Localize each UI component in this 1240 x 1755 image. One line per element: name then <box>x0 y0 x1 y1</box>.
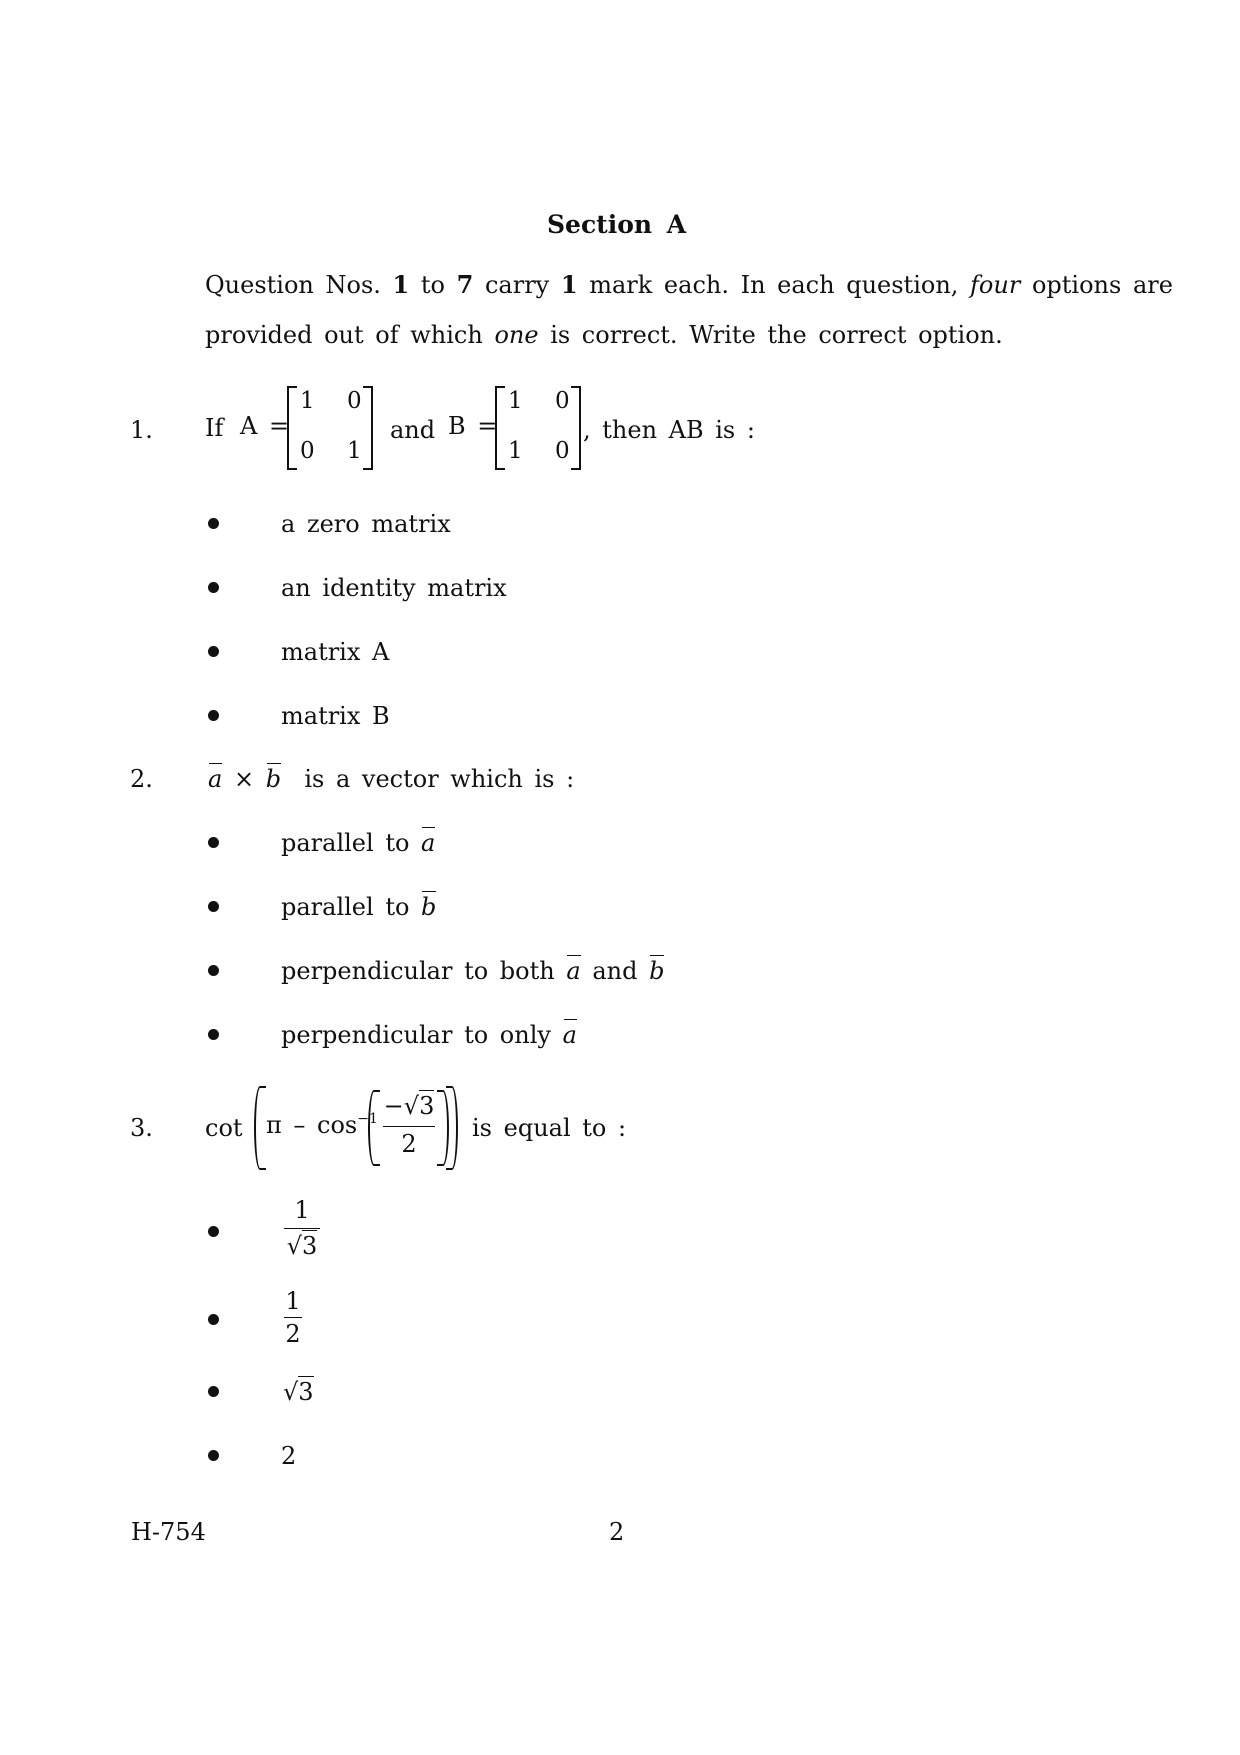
q3-stem-tail: is equal to : <box>472 1114 627 1142</box>
q3-number: 3. <box>130 1114 153 1142</box>
vector-a: a <box>421 829 436 857</box>
q1-option: an identity matrix <box>281 574 507 602</box>
bullet-icon <box>208 710 219 721</box>
bullet-icon <box>208 901 219 912</box>
vector-b: b <box>265 765 282 793</box>
paper-code: H-754 <box>131 1518 206 1546</box>
q3-option-4: 2 <box>281 1442 297 1470</box>
q2-option-3: perpendicular to both a and b <box>281 957 665 985</box>
vector-a: a <box>208 765 223 793</box>
bullet-icon <box>208 837 219 848</box>
q3-option-2 <box>284 1287 302 1349</box>
vector-a: a <box>562 1021 577 1049</box>
matrix-b-cell: 0 <box>555 438 570 464</box>
matrix-a-cell: 1 <box>300 388 315 414</box>
matrix-a-cell: 1 <box>347 438 362 464</box>
q3-option-3: √ 3 <box>283 1378 314 1406</box>
section-title: Section A <box>547 210 687 239</box>
q1-stem-tail: , then AB is : <box>583 416 755 444</box>
q3-fraction <box>383 1090 435 1162</box>
q1-option: a zero matrix <box>281 510 451 538</box>
q2-stem: a × b is a vector which is : <box>208 765 575 793</box>
bullet-icon <box>208 1029 219 1040</box>
q2-number: 2. <box>130 765 153 793</box>
q3-cot: cot <box>205 1114 243 1142</box>
matrix-a-cell: 0 <box>347 388 362 414</box>
bullet-icon <box>208 1386 219 1397</box>
q2-option-2: parallel to b <box>281 893 437 921</box>
fraction-numerator: 1 <box>285 1287 301 1315</box>
q1-option: matrix A <box>281 638 390 666</box>
matrix-a-cell: 0 <box>300 438 315 464</box>
q3-pi-minus-cos: π – $\cos^{-1}$ <box>266 1111 378 1139</box>
bullet-icon <box>208 1314 219 1325</box>
q2-option-4: perpendicular to only a <box>281 1021 577 1049</box>
left-paren-icon <box>368 1090 380 1166</box>
page-number: 2 <box>609 1518 625 1546</box>
matrix-b <box>495 386 581 468</box>
bullet-icon <box>208 646 219 657</box>
q1-b-eq: B = <box>448 412 498 440</box>
matrix-b-cell: 1 <box>508 438 523 464</box>
vector-a: a <box>566 957 581 985</box>
matrix-b-cell: 1 <box>508 388 523 414</box>
bullet-icon <box>208 965 219 976</box>
q1-option: matrix B <box>281 702 390 730</box>
bullet-icon <box>208 582 219 593</box>
matrix-a <box>287 386 373 468</box>
q2-option-1: parallel to a <box>281 829 436 857</box>
fraction-numerator: 1 <box>294 1196 310 1224</box>
q1-and: and <box>390 416 436 444</box>
matrix-b-cell: 0 <box>555 388 570 414</box>
fraction-denominator: √ 3 <box>286 1232 318 1260</box>
q3-fraction-numerator: −√ 3 <box>383 1092 435 1120</box>
q3-fraction-denominator: 2 <box>401 1130 417 1158</box>
instructions-line-2: provided out of which one is correct. Write the correct option. <box>205 321 1003 349</box>
right-paren-icon <box>446 1086 458 1170</box>
left-paren-icon <box>254 1086 266 1170</box>
q1-number: 1. <box>130 416 153 444</box>
instructions-line-1: Question Nos. 1 to 7 carry 1 mark each. In each question, four options are <box>205 270 1173 299</box>
q1-if: If <box>205 414 224 442</box>
bullet-icon <box>208 518 219 529</box>
q1-a-eq: A = <box>240 412 290 440</box>
bullet-icon <box>208 1450 219 1461</box>
bullet-icon <box>208 1226 219 1237</box>
vector-b: b <box>421 893 437 921</box>
fraction-denominator: 2 <box>285 1320 301 1348</box>
vector-b: b <box>649 957 665 985</box>
q3-option-1 <box>284 1196 320 1266</box>
